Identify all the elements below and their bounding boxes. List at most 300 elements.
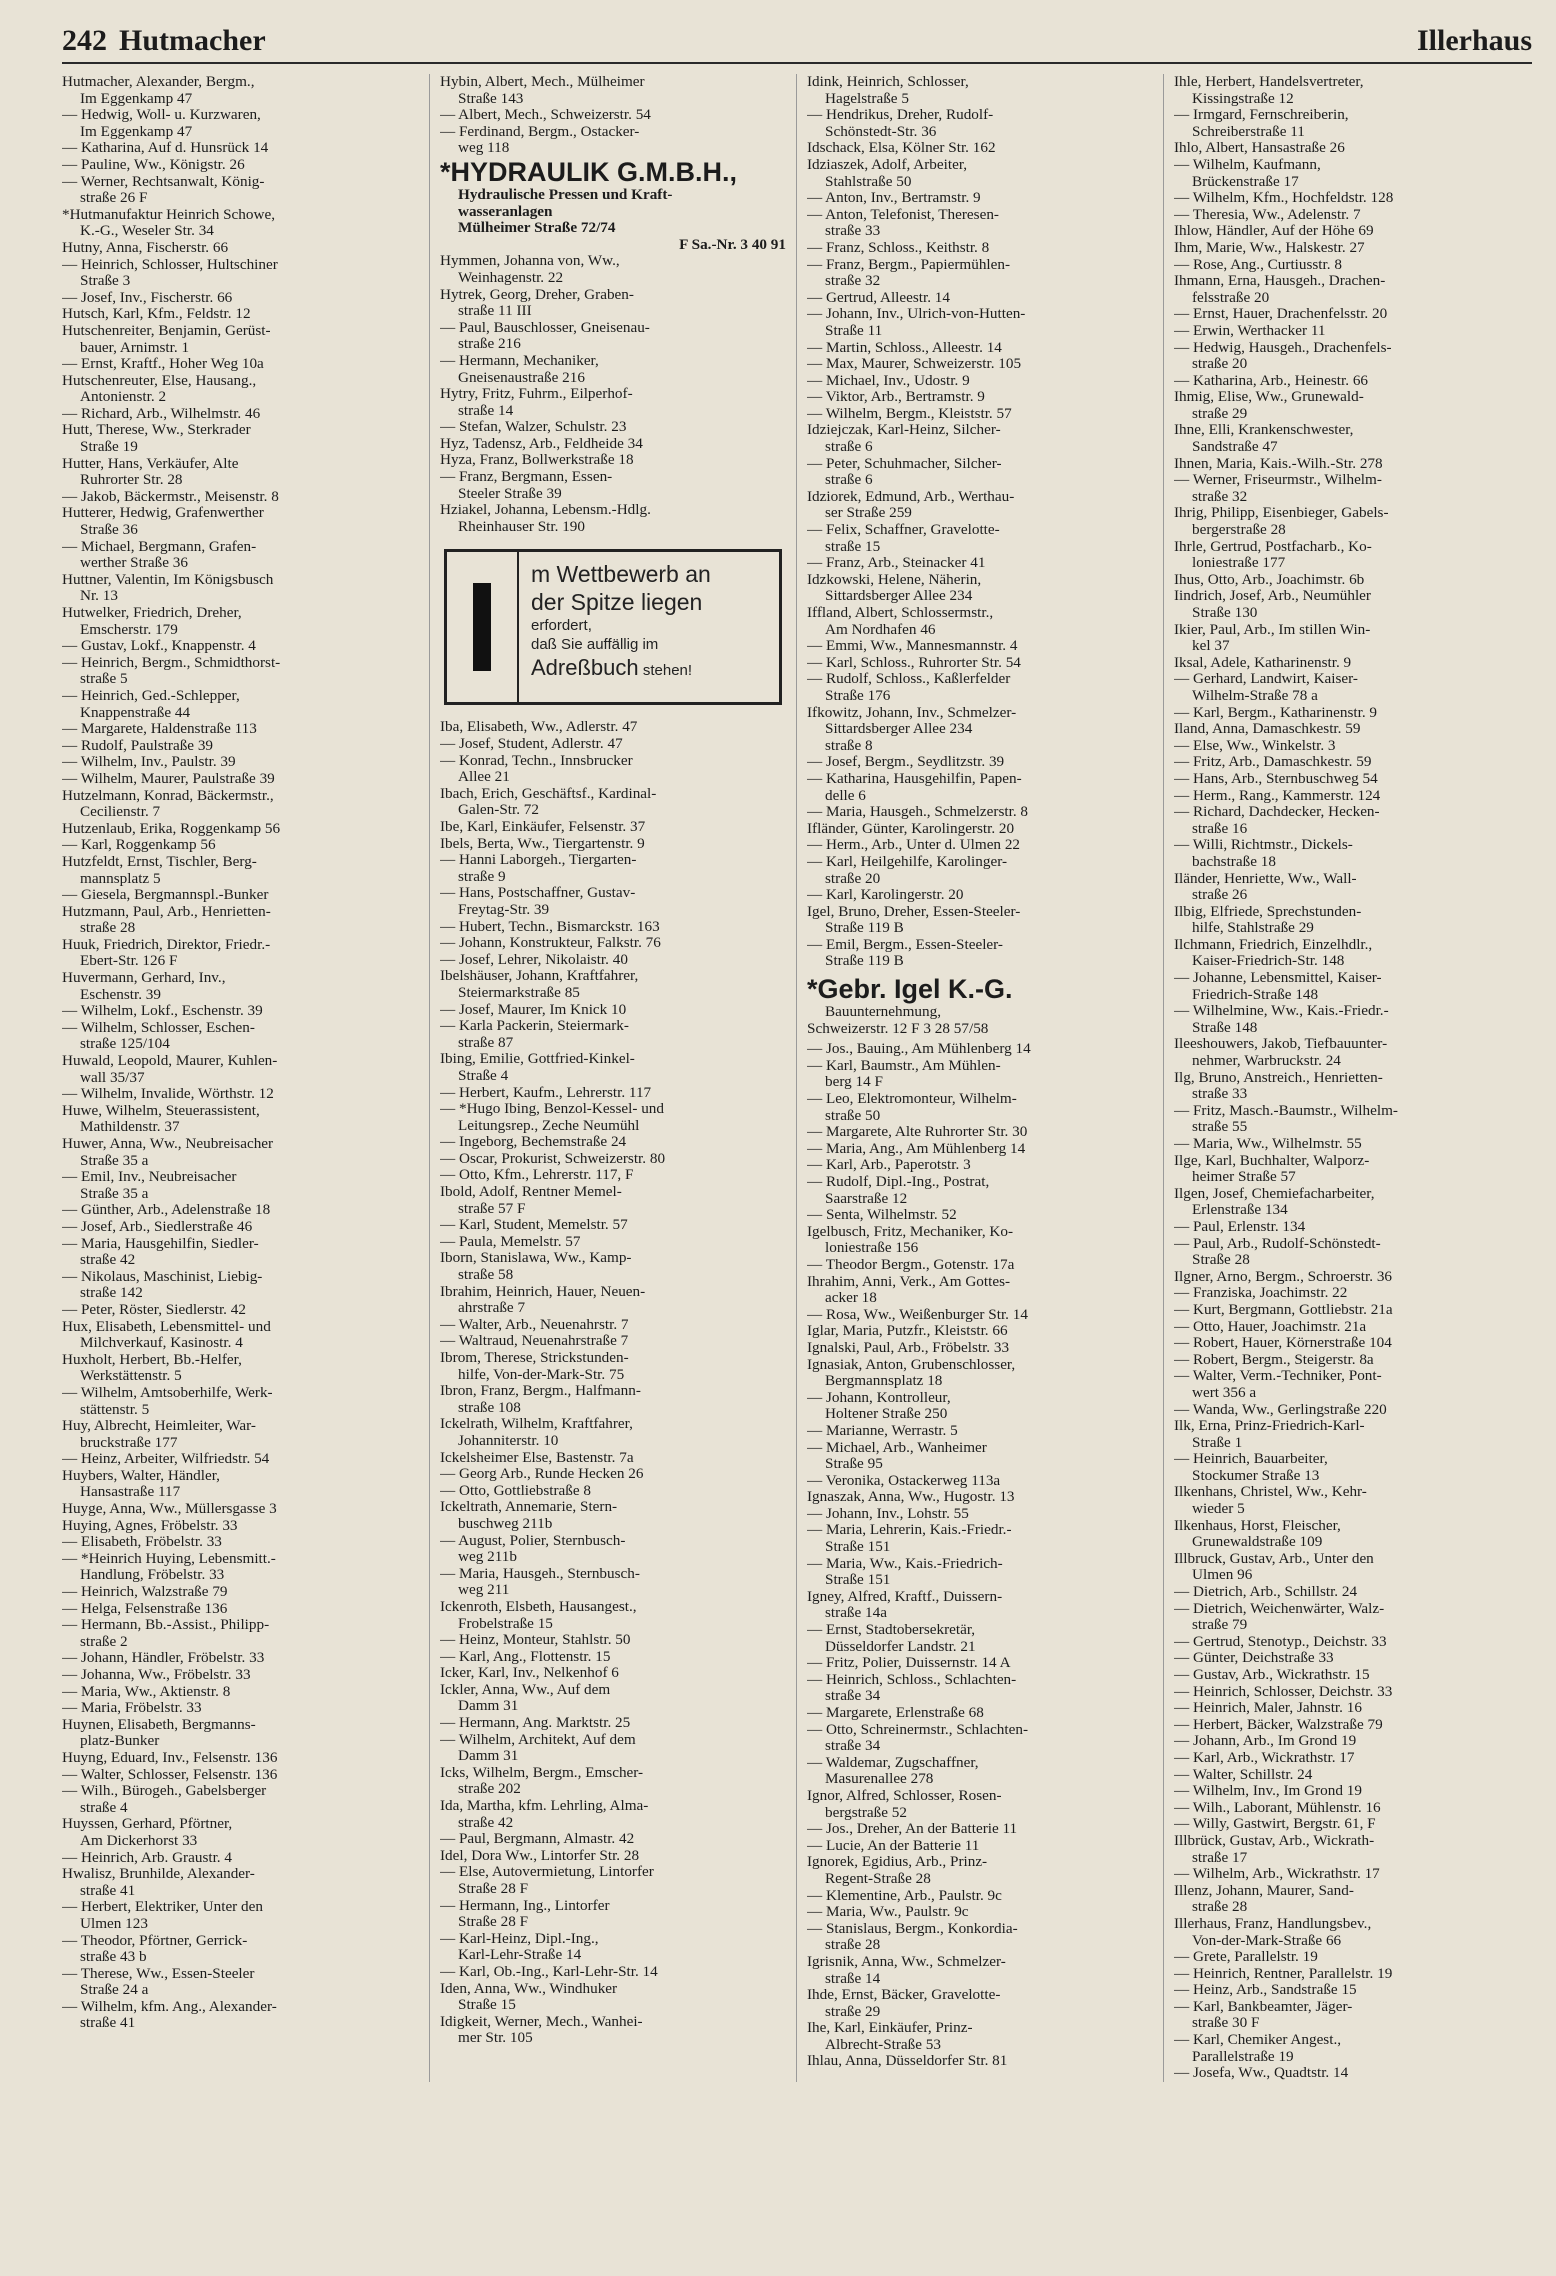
- directory-entry-line: — Martin, Schloss., Alleestr. 14: [807, 339, 1002, 356]
- directory-entry-line: Ihrig, Philipp, Eisenbieger, Gabels-: [1174, 505, 1389, 522]
- directory-entry-line: Ilgner, Arno, Bergm., Schroerstr. 36: [1174, 1268, 1393, 1285]
- directory-entry-line: — Felix, Schaffner, Gravelotte-: [807, 522, 1000, 539]
- page-header: [62, 22, 1532, 64]
- directory-entry-line: — Maria, Lehrerin, Kais.-Friedr.-: [807, 1522, 1012, 1539]
- directory-entry-line: Brückenstraße 17: [1192, 173, 1299, 190]
- directory-entry-line: — Hermann, Mechaniker,: [440, 352, 599, 369]
- directory-entry-line: Ihlo, Albert, Hansastraße 26: [1174, 140, 1345, 157]
- directory-entry-line: — Franz, Bergm., Papiermühlen-: [807, 256, 1011, 273]
- columns: [62, 74, 1532, 2082]
- directory-entry-line: Ulmen 96: [1192, 1567, 1253, 1584]
- directory-entry-line: — Therese, Ww., Essen-Steeler: [62, 1965, 255, 1982]
- directory-entry-line: — Johann, Arb., Im Grond 19: [1174, 1733, 1357, 1750]
- directory-entry-line: — Karl-Heinz, Dipl.-Ing.,: [440, 1930, 599, 1947]
- directory-entry-line: — Ernst, Kraftf., Hoher Weg 10a: [62, 356, 264, 373]
- directory-entry-line: — Franz, Bergmann, Essen-: [440, 469, 613, 486]
- directory-entry-line: — Wilhelm, Lokf., Eschenstr. 39: [62, 1003, 263, 1020]
- directory-entry-line: — Gerhard, Landwirt, Kaiser-: [1174, 671, 1358, 688]
- directory-entry-line: Ibold, Adolf, Rentner Memel-: [440, 1184, 622, 1201]
- directory-entry-line: straße 55: [1192, 1119, 1248, 1136]
- directory-entry-line: Iden, Anna, Ww., Windhuker: [440, 1980, 618, 1997]
- directory-entry-line: Illenz, Johann, Maurer, Sand-: [1174, 1882, 1354, 1899]
- directory-entry-line: — Michael, Bergmann, Grafen-: [62, 538, 257, 555]
- directory-entry-line: straße 14a: [825, 1605, 887, 1622]
- directory-entry-line: — Johann, Inv., Ulrich-von-Hutten-: [807, 306, 1026, 323]
- directory-entry-line: straße 8: [825, 737, 873, 754]
- directory-entry-line: straße 33: [1192, 1086, 1248, 1103]
- directory-entry-line: straße 28: [825, 1937, 881, 1954]
- directory-entry-line: Straße 35 a: [80, 1185, 149, 1202]
- directory-entry-line: — Karl, Arb., Paperotstr. 3: [807, 1157, 971, 1174]
- directory-entry-line: — Georg Arb., Runde Hecken 26: [440, 1466, 644, 1483]
- directory-entry-line: — Irmgard, Fernschreiberin,: [1174, 107, 1349, 124]
- directory-entry-line: straße 14: [458, 402, 514, 419]
- directory-entry-line: Hansastraße 117: [80, 1484, 181, 1501]
- directory-entry-line: — Wilh., Bürogeh., Gabelsberger: [62, 1783, 267, 1800]
- column-2-top: [440, 74, 786, 157]
- directory-entry-line: — Katharina, Arb., Heinestr. 66: [1174, 372, 1369, 389]
- directory-entry-line: wert 356 a: [1192, 1384, 1257, 1401]
- directory-entry-line: Ulmen 123: [80, 1915, 148, 1932]
- directory-entry-line: Ickenroth, Elsbeth, Hausangest.,: [440, 1598, 637, 1615]
- column-3-top: [807, 74, 1153, 970]
- directory-entry-line: Schreiberstraße 11: [1192, 123, 1305, 140]
- directory-entry-line: Straße 4: [458, 1067, 509, 1084]
- directory-entry-line: Straße 11: [825, 322, 883, 339]
- directory-entry-line: straße 58: [458, 1267, 514, 1284]
- directory-entry-line: — Hubert, Techn., Bismarckstr. 163: [440, 918, 660, 935]
- directory-entry-line: Huyge, Anna, Ww., Müllersgasse 3: [62, 1501, 277, 1518]
- directory-entry-line: Iborn, Stanislawa, Ww., Kamp-: [440, 1250, 632, 1267]
- hydraulik-phone: F Sa.-Nr. 3 40 91: [679, 236, 786, 253]
- directory-entry-line: Huuk, Friedrich, Direktor, Friedr.-: [62, 936, 271, 953]
- directory-entry-line: Ibron, Franz, Bergm., Halfmann-: [440, 1383, 641, 1400]
- directory-entry-line: — Konrad, Techn., Innsbrucker: [440, 752, 633, 769]
- directory-entry-line: straße 33: [825, 223, 881, 240]
- directory-entry-line: — Herbert, Bäcker, Walzstraße 79: [1174, 1716, 1383, 1733]
- directory-entry-line: Albrecht-Straße 53: [825, 2036, 941, 2053]
- directory-entry-line: straße 28: [1192, 1899, 1248, 1916]
- hydraulik-name: *HYDRAULIK G.M.B.H.,: [440, 156, 737, 187]
- directory-entry-line: — Ernst, Stadtobersekretär,: [807, 1622, 976, 1639]
- directory-entry-line: — Richard, Arb., Wilhelmstr. 46: [62, 405, 261, 422]
- directory-entry-line: Ibrom, Therese, Strickstunden-: [440, 1350, 629, 1366]
- directory-entry-line: — Wanda, Ww., Gerlingstraße 220: [1174, 1401, 1387, 1418]
- directory-entry-line: Ibrahim, Heinrich, Hauer, Neuen-: [440, 1283, 646, 1300]
- directory-entry-line: Straße 15: [458, 1997, 516, 2014]
- directory-entry-line: Galen-Str. 72: [458, 802, 539, 819]
- directory-entry-line: Ickelrath, Wilhelm, Kraftfahrer,: [440, 1416, 633, 1433]
- directory-entry-line: Iglar, Maria, Putzfr., Kleiststr. 66: [807, 1323, 1008, 1340]
- directory-entry-line: — Else, Ww., Winkelstr. 3: [1174, 737, 1336, 754]
- directory-entry-line: — Karla Packerin, Steiermark-: [440, 1018, 629, 1035]
- directory-entry-line: — Emil, Bergm., Essen-Steeler-: [807, 936, 1003, 953]
- directory-entry-line: Ihnen, Maria, Kais.-Wilh.-Str. 278: [1174, 455, 1383, 472]
- directory-entry-line: Im Eggenkamp 47: [80, 123, 193, 140]
- directory-entry-line: — Maria, Ww., Kais.-Friedrich-: [807, 1555, 1003, 1572]
- directory-entry-line: bauer, Arnimstr. 1: [80, 339, 190, 356]
- directory-entry-line: mer Str. 105: [458, 2030, 533, 2047]
- directory-entry-line: — Josef, Maurer, Im Knick 10: [440, 1001, 627, 1018]
- directory-entry-line: — Wilhelm, Inv., Paulstr. 39: [62, 754, 236, 771]
- directory-entry-line: — Günter, Deichstraße 33: [1174, 1650, 1334, 1667]
- directory-entry-line: — Giesela, Bergmannspl.-Bunker: [62, 887, 269, 904]
- directory-entry-line: Ihne, Elli, Krankenschwester,: [1174, 422, 1354, 439]
- directory-entry-line: Holtener Straße 250: [825, 1406, 948, 1423]
- directory-entry-line: — Karl, Karolingerstr. 20: [807, 887, 964, 904]
- directory-entry-line: — Johann, Kontrolleur,: [807, 1389, 951, 1406]
- directory-entry-line: Erlenstraße 134: [1192, 1202, 1288, 1219]
- directory-entry-line: — Karl, Bankbeamter, Jäger-: [1174, 1998, 1353, 2015]
- directory-entry-line: Straße 28: [1192, 1252, 1250, 1269]
- directory-entry-line: bruckstraße 177: [80, 1434, 178, 1451]
- directory-entry-line: Emscherstr. 179: [80, 621, 178, 638]
- directory-entry-line: Hutzfeldt, Ernst, Tischler, Berg-: [62, 853, 257, 870]
- directory-entry-line: straße 28: [80, 920, 136, 937]
- directory-entry-line: straße 42: [80, 1252, 136, 1269]
- directory-entry-line: — Elisabeth, Fröbelstr. 33: [62, 1534, 222, 1551]
- directory-entry-line: — Emmi, Ww., Mannesmannstr. 4: [807, 638, 1018, 655]
- directory-entry-line: — Waltraud, Neuenahrstraße 7: [440, 1333, 629, 1350]
- directory-entry-line: Iba, Elisabeth, Ww., Adlerstr. 47: [440, 719, 638, 736]
- directory-entry-line: delle 6: [825, 787, 866, 804]
- directory-entry-line: — Wilh., Laborant, Mühlenstr. 16: [1174, 1799, 1381, 1816]
- directory-entry-line: Schönstedt-Str. 36: [825, 123, 937, 140]
- directory-entry-line: — Paula, Memelstr. 57: [440, 1233, 581, 1250]
- directory-entry-line: Huwer, Anna, Ww., Neubreisacher: [62, 1136, 274, 1152]
- directory-entry-line: — Erwin, Werthacker 11: [1174, 322, 1326, 339]
- directory-entry-line: Kissingstraße 12: [1192, 90, 1294, 107]
- advert-line: stehen!: [642, 662, 693, 680]
- directory-entry-line: — Wilhelm, Schlosser, Eschen-: [62, 1019, 255, 1036]
- directory-entry-line: Straße 151: [825, 1572, 891, 1589]
- directory-entry-line: — Hedwig, Woll- u. Kurzwaren,: [62, 107, 261, 124]
- directory-entry-line: Ickelsheimer Else, Bastenstr. 7a: [440, 1449, 634, 1466]
- directory-entry-line: Straße 19: [80, 439, 138, 456]
- directory-entry-line: Huy, Albrecht, Heimleiter, War-: [62, 1418, 256, 1435]
- column-4: [1163, 74, 1530, 2082]
- directory-entry-line: acker 18: [825, 1290, 877, 1307]
- directory-entry-line: — Karl, Bergm., Katharinenstr. 9: [1174, 704, 1378, 721]
- directory-entry-line: Stockumer Straße 13: [1192, 1467, 1320, 1484]
- directory-entry-line: — August, Polier, Sternbusch-: [440, 1532, 626, 1549]
- advert-text: [519, 552, 723, 702]
- directory-entry-line: Milchverkauf, Kasinostr. 4: [80, 1335, 243, 1352]
- directory-entry-line: Ickeltrath, Annemarie, Stern-: [440, 1499, 618, 1516]
- directory-entry-line: straße 34: [825, 1688, 881, 1705]
- directory-entry-line: straße 14: [825, 1970, 881, 1987]
- directory-entry-line: Hutt, Therese, Ww., Sterkrader: [62, 422, 251, 439]
- directory-entry-line: Saarstraße 12: [825, 1190, 908, 1207]
- directory-entry-line: ser Straße 259: [825, 505, 912, 522]
- directory-entry-line: Ilkenhaus, Horst, Fleischer,: [1174, 1517, 1341, 1534]
- directory-entry-line: — Herm., Rang., Kammerstr. 124: [1174, 787, 1381, 804]
- directory-entry-line: Bergmannsplatz 18: [825, 1373, 943, 1390]
- directory-entry-line: straße 202: [458, 1781, 521, 1798]
- directory-entry-line: — Stefan, Walzer, Schulstr. 23: [440, 419, 627, 436]
- directory-entry-line: Grunewaldstraße 109: [1192, 1534, 1323, 1551]
- directory-entry-line: — Karl, Baumstr., Am Mühlen-: [807, 1057, 1001, 1074]
- directory-entry-line: Huttner, Valentin, Im Königsbusch: [62, 571, 274, 588]
- directory-entry-line: Sandstraße 47: [1192, 439, 1278, 456]
- directory-entry-line: Regent-Straße 28: [825, 1870, 931, 1887]
- directory-entry-line: Hutwelker, Friedrich, Dreher,: [62, 605, 242, 621]
- directory-entry-line: — Kurt, Bergmann, Gottliebstr. 21a: [1174, 1301, 1393, 1318]
- advert-logo-mark: [473, 583, 491, 671]
- directory-entry-line: weg 211b: [458, 1549, 517, 1566]
- directory-entry-line: straße 15: [825, 538, 881, 555]
- directory-entry-line: — Hans, Postschaffner, Gustav-: [440, 885, 636, 902]
- directory-entry-line: — Katharina, Hausgehilfin, Papen-: [807, 770, 1022, 787]
- directory-entry-line: nehmer, Warbruckstr. 24: [1192, 1053, 1341, 1070]
- directory-entry-line: Düsseldorfer Landstr. 21: [825, 1638, 976, 1655]
- directory-entry-line: Icker, Karl, Inv., Nelkenhof 6: [440, 1665, 619, 1682]
- directory-entry-line: hilfe, Stahlstraße 29: [1192, 920, 1314, 937]
- directory-entry-line: Hagelstraße 5: [825, 90, 909, 107]
- hydraulik-line: Mülheimer Straße 72/74: [458, 220, 616, 237]
- directory-entry-line: Icks, Wilhelm, Bergm., Emscher-: [440, 1764, 644, 1781]
- directory-entry-line: — Wilhelm, Invalide, Wörthstr. 12: [62, 1086, 274, 1103]
- directory-entry-line: Hutter, Hans, Verkäufer, Alte: [62, 455, 239, 472]
- directory-entry-line: Ilg, Bruno, Anstreich., Henrietten-: [1174, 1069, 1383, 1086]
- directory-entry-line: — Werner, Rechtsanwalt, König-: [62, 173, 265, 190]
- directory-entry-line: — Viktor, Arb., Bertramstr. 9: [807, 389, 985, 406]
- directory-entry-line: — Wilhelm, Kaufmann,: [1174, 156, 1321, 173]
- directory-entry-line: — Walter, Arb., Neuenahrstr. 7: [440, 1316, 629, 1333]
- directory-entry-line: — Franz, Arb., Steinacker 41: [807, 555, 986, 572]
- directory-entry-line: Ihde, Ernst, Bäcker, Gravelotte-: [807, 1987, 1001, 2004]
- directory-entry-line: Iindrich, Josef, Arb., Neumühler: [1174, 588, 1371, 605]
- directory-entry-line: — Karl, Ang., Flottenstr. 15: [440, 1648, 611, 1665]
- directory-entry-line: — Maria, Fröbelstr. 33: [62, 1700, 202, 1717]
- directory-entry-line: — Heinrich, Rentner, Parallelstr. 19: [1174, 1965, 1393, 1982]
- directory-entry-line: Am Nordhafen 46: [825, 621, 936, 638]
- directory-entry-line: — Wilhelm, Bergm., Kleiststr. 57: [807, 405, 1012, 422]
- directory-entry-line: straße 20: [1192, 356, 1248, 373]
- directory-entry-line: straße 43 b: [80, 1949, 147, 1966]
- directory-entry-line: — *Hugo Ibing, Benzol-Kessel- und: [440, 1101, 664, 1118]
- directory-entry-line: — Maria, Ang., Am Mühlenberg 14: [807, 1140, 1026, 1157]
- directory-entry-line: — Maria, Ww., Aktienstr. 8: [62, 1683, 231, 1700]
- directory-entry-line: — Heinrich, Schloss., Schlachten-: [807, 1671, 1017, 1688]
- directory-entry-line: — Johann, Konstrukteur, Falkstr. 76: [440, 935, 661, 952]
- directory-entry-line: Straße 35 a: [80, 1152, 149, 1169]
- directory-entry-line: Idel, Dora Ww., Lintorfer Str. 28: [440, 1847, 640, 1864]
- directory-entry-line: loniestraße 156: [825, 1240, 919, 1257]
- directory-entry-line: straße 50: [825, 1107, 881, 1124]
- directory-entry-line: Straße 119 B: [825, 920, 904, 937]
- directory-entry-line: Straße 28 F: [458, 1914, 529, 1931]
- directory-entry-line: Straße 143: [458, 90, 524, 107]
- directory-entry-line: — Nikolaus, Maschinist, Liebig-: [62, 1268, 263, 1285]
- directory-entry-line: — Rose, Ang., Curtiusstr. 8: [1174, 256, 1342, 273]
- directory-entry-line: Ihrle, Gertrud, Postfacharb., Ko-: [1174, 538, 1372, 555]
- directory-entry-line: — Fritz, Polier, Duissernstr. 14 A: [807, 1655, 1011, 1672]
- directory-entry-line: — Pauline, Ww., Königstr. 26: [62, 156, 245, 173]
- directory-entry-line: Ruhrorter Str. 28: [80, 472, 183, 489]
- directory-entry-line: — Herbert, Kaufm., Lehrerstr. 117: [440, 1084, 652, 1101]
- directory-entry-line: bergerstraße 28: [1192, 522, 1286, 539]
- directory-entry-line: Hziakel, Johanna, Lebensm.-Hdlg.: [440, 502, 651, 519]
- directory-entry-line: straße 26 F: [80, 190, 148, 207]
- directory-entry-line: straße 57 F: [458, 1200, 526, 1217]
- directory-entry-line: Ifkowitz, Johann, Inv., Schmelzer-: [807, 704, 1017, 721]
- advert-line: erfordert,: [531, 617, 592, 635]
- directory-entry-line: Am Dickerhorst 33: [80, 1832, 198, 1849]
- directory-entry-line: — Heinrich, Schlosser, Hultschiner: [62, 256, 278, 273]
- directory-entry-line: Mathildenstr. 37: [80, 1119, 180, 1136]
- directory-entry-line: — Heinz, Arb., Sandstraße 15: [1174, 1982, 1357, 1999]
- directory-entry-line: straße 29: [825, 2003, 881, 2020]
- directory-entry-line: Ihlow, Händler, Auf der Höhe 69: [1174, 223, 1374, 240]
- directory-entry-line: Ifländer, Günter, Karolingerstr. 20: [807, 820, 1015, 837]
- directory-entry-line: — Wilhelm, Arb., Wickrathstr. 17: [1174, 1866, 1380, 1883]
- directory-entry-line: Ihus, Otto, Arb., Joachimstr. 6b: [1174, 571, 1365, 588]
- directory-entry-line: — Theodor Bergm., Gotenstr. 17a: [807, 1256, 1015, 1273]
- directory-entry-line: straße 30 F: [1192, 2015, 1260, 2032]
- directory-entry-line: Hytrek, Georg, Dreher, Graben-: [440, 286, 634, 303]
- running-head-left: Hutmacher: [119, 24, 266, 57]
- directory-entry-line: Hyz, Tadensz, Arb., Feldheide 34: [440, 435, 643, 452]
- directory-entry-line: — Fritz, Arb., Damaschkestr. 59: [1174, 754, 1372, 771]
- directory-entry-line: bergstraße 52: [825, 1804, 907, 1821]
- directory-entry-line: Wilhelm-Straße 78 a: [1192, 687, 1318, 704]
- directory-entry-line: — Michael, Inv., Udostr. 9: [807, 372, 970, 389]
- directory-entry-line: straße 16: [1192, 820, 1248, 837]
- directory-entry-line: Hutterer, Hedwig, Grafenwerther: [62, 505, 264, 522]
- advert-line: m Wettbewerb an: [531, 561, 711, 588]
- directory-entry-line: Ibing, Emilie, Gottfried-Kinkel-: [440, 1051, 635, 1068]
- directory-entry-line: — Ferdinand, Bergm., Ostacker-: [440, 123, 640, 140]
- directory-entry-line: Idink, Heinrich, Schlosser,: [807, 74, 969, 90]
- advert-line: daß Sie auffällig im: [531, 636, 659, 654]
- directory-entry-line: — Peter, Röster, Siedlerstr. 42: [62, 1301, 246, 1318]
- directory-entry-line: Huybers, Walter, Händler,: [62, 1467, 220, 1484]
- directory-entry-line: — Wilhelmine, Ww., Kais.-Friedr.-: [1174, 1003, 1389, 1020]
- directory-entry-line: Im Eggenkamp 47: [80, 90, 193, 107]
- directory-entry-line: — Wilhelm, Kfm., Hochfeldstr. 128: [1174, 190, 1394, 207]
- directory-entry-line: — Dietrich, Weichenwärter, Walz-: [1174, 1600, 1385, 1617]
- directory-entry-line: Hutmacher, Alexander, Bergm.,: [62, 74, 255, 90]
- directory-entry-line: straße 142: [80, 1285, 143, 1302]
- directory-entry-line: straße 2: [80, 1633, 128, 1650]
- directory-entry-line: Ihm, Marie, Ww., Halskestr. 27: [1174, 239, 1365, 256]
- running-head-right: Illerhaus: [1416, 24, 1532, 57]
- directory-entry-line: — Josef, Student, Adlerstr. 47: [440, 736, 623, 753]
- directory-entry-line: — Paul, Bergmann, Almastr. 42: [440, 1831, 635, 1848]
- directory-entry-line: Straße 176: [825, 687, 891, 704]
- directory-entry-line: — Richard, Dachdecker, Hecken-: [1174, 804, 1380, 821]
- directory-entry-line: Hwalisz, Brunhilde, Alexander-: [62, 1866, 255, 1883]
- directory-entry-line: ahrstraße 7: [458, 1300, 526, 1317]
- directory-entry-line: Straße 3: [80, 273, 131, 290]
- directory-entry-line: — Gertrud, Stenotyp., Deichstr. 33: [1174, 1633, 1387, 1650]
- directory-entry-line: — Heinrich, Bergm., Schmidthorst-: [62, 654, 281, 671]
- directory-entry-line: — *Heinrich Huying, Lebensmitt.-: [62, 1550, 276, 1567]
- directory-entry-line: — Günther, Arb., Adelenstraße 18: [62, 1202, 271, 1219]
- directory-entry-line: Ilgen, Josef, Chemiefacharbeiter,: [1174, 1185, 1375, 1202]
- directory-entry-line: Huwald, Leopold, Maurer, Kuhlen-: [62, 1053, 278, 1070]
- directory-entry-line: straße 17: [1192, 1849, 1248, 1866]
- directory-entry-line: Kaiser-Friedrich-Str. 148: [1192, 953, 1345, 970]
- directory-entry-line: — Franz, Schloss., Keithstr. 8: [807, 239, 990, 256]
- directory-entry-line: — Theodor, Pförtner, Gerrick-: [62, 1932, 248, 1949]
- directory-entry-line: straße 41: [80, 1882, 136, 1899]
- directory-entry-line: — Paul, Erlenstr. 134: [1174, 1218, 1306, 1235]
- directory-entry-line: Ilkenhans, Christel, Ww., Kehr-: [1174, 1484, 1367, 1501]
- directory-entry-line: — Else, Autovermietung, Lintorfer: [440, 1864, 654, 1881]
- directory-entry-line: — Klementine, Arb., Paulstr. 9c: [807, 1887, 1002, 1904]
- directory-entry-line: — Fritz, Masch.-Baumstr., Wilhelm-: [1174, 1102, 1398, 1119]
- directory-entry-line: — Margarete, Haldenstraße 113: [62, 721, 257, 738]
- directory-entry-line: — Otto, Hauer, Joachimstr. 21a: [1174, 1318, 1367, 1335]
- directory-entry-line: — Otto, Kfm., Lehrerstr. 117, F: [440, 1167, 634, 1184]
- directory-entry-line: Ihmig, Elise, Ww., Grunewald-: [1174, 389, 1364, 406]
- directory-entry-line: weg 118: [458, 140, 510, 157]
- directory-entry-line: kel 37: [1192, 638, 1230, 655]
- directory-entry-line: Ignorek, Egidius, Arb., Prinz-: [807, 1854, 988, 1871]
- directory-entry-line: straße 34: [825, 1738, 881, 1755]
- igel-line: Bauunternehmung,: [825, 1004, 941, 1021]
- directory-entry-line: — Peter, Schuhmacher, Silcher-: [807, 455, 1002, 472]
- directory-entry-line: straße 29: [1192, 405, 1248, 422]
- directory-entry-line: Gneisenaustraße 216: [458, 369, 585, 386]
- directory-entry-line: — Albert, Mech., Schweizerstr. 54: [440, 107, 651, 124]
- directory-entry-line: — Josef, Bergm., Seydlitzstr. 39: [807, 754, 1005, 771]
- directory-entry-line: — Josef, Lehrer, Nikolaistr. 40: [440, 951, 628, 968]
- directory-entry-line: platz-Bunker: [80, 1733, 160, 1750]
- directory-entry-line: — Oscar, Prokurist, Schweizerstr. 80: [440, 1150, 666, 1167]
- directory-entry-line: — Hedwig, Hausgeh., Drachenfels-: [1174, 339, 1392, 356]
- directory-advert-box: [444, 549, 782, 705]
- directory-entry-line: Ibach, Erich, Geschäftsf., Kardinal-: [440, 785, 657, 802]
- directory-entry-line: — Johanne, Lebensmittel, Kaiser-: [1174, 970, 1382, 987]
- column-2-bottom: [440, 719, 786, 2047]
- advert-line: der Spitze liegen: [531, 589, 703, 616]
- directory-entry-line: — Heinz, Arbeiter, Wilfriedstr. 54: [62, 1451, 270, 1468]
- directory-entry-line: Hutschenreuter, Else, Hausang.,: [62, 372, 257, 389]
- directory-entry-line: — Anton, Inv., Bertramstr. 9: [807, 190, 981, 207]
- advert-line: Adreßbuch: [531, 655, 639, 681]
- directory-entry-line: — Max, Maurer, Schweizerstr. 105: [807, 356, 1022, 373]
- directory-entry-line: Straße 24 a: [80, 1982, 149, 1999]
- directory-entry-line: straße 6: [825, 472, 873, 489]
- igel-name: *Gebr. Igel K.-G.: [807, 974, 1013, 1005]
- directory-entry-line: — Franziska, Joachimstr. 22: [1174, 1285, 1348, 1302]
- directory-entry-line: Huxholt, Herbert, Bb.-Helfer,: [62, 1351, 242, 1368]
- directory-entry-line: Freytag-Str. 39: [458, 901, 550, 918]
- directory-entry-line: straße 108: [458, 1399, 521, 1416]
- directory-entry-line: wieder 5: [1192, 1501, 1245, 1518]
- directory-entry-line: — Wilhelm, Maurer, Paulstraße 39: [62, 770, 275, 787]
- directory-entry-line: — Wilhelm, Inv., Im Grond 19: [1174, 1783, 1362, 1800]
- directory-entry-line: weg 211: [458, 1582, 510, 1599]
- directory-entry-line: Ihrahim, Anni, Verk., Am Gottes-: [807, 1273, 1011, 1290]
- directory-entry-line: — Waldemar, Zugschaffner,: [807, 1754, 979, 1771]
- directory-entry-line: — Walter, Verm.-Techniker, Pont-: [1174, 1368, 1382, 1385]
- directory-entry-line: — Heinz, Monteur, Stahlstr. 50: [440, 1632, 631, 1649]
- directory-entry-line: Huvermann, Gerhard, Inv.,: [62, 970, 226, 987]
- directory-entry-line: — Michael, Arb., Wanheimer: [807, 1439, 987, 1456]
- column-2-middle: [440, 253, 786, 535]
- directory-entry-line: — Dietrich, Arb., Schillstr. 24: [1174, 1584, 1358, 1601]
- directory-entry-line: Iland, Anna, Damaschkestr. 59: [1174, 721, 1361, 738]
- directory-entry-line: Illbrück, Gustav, Arb., Wickrath-: [1174, 1832, 1375, 1849]
- directory-entry-line: werther Straße 36: [80, 555, 188, 572]
- directory-entry-line: Ilbig, Elfriede, Sprechstunden-: [1174, 903, 1362, 920]
- directory-entry-line: — Jakob, Bäckermstr., Meisenstr. 8: [62, 488, 279, 505]
- directory-entry-line: Weinhagenstr. 22: [458, 269, 564, 286]
